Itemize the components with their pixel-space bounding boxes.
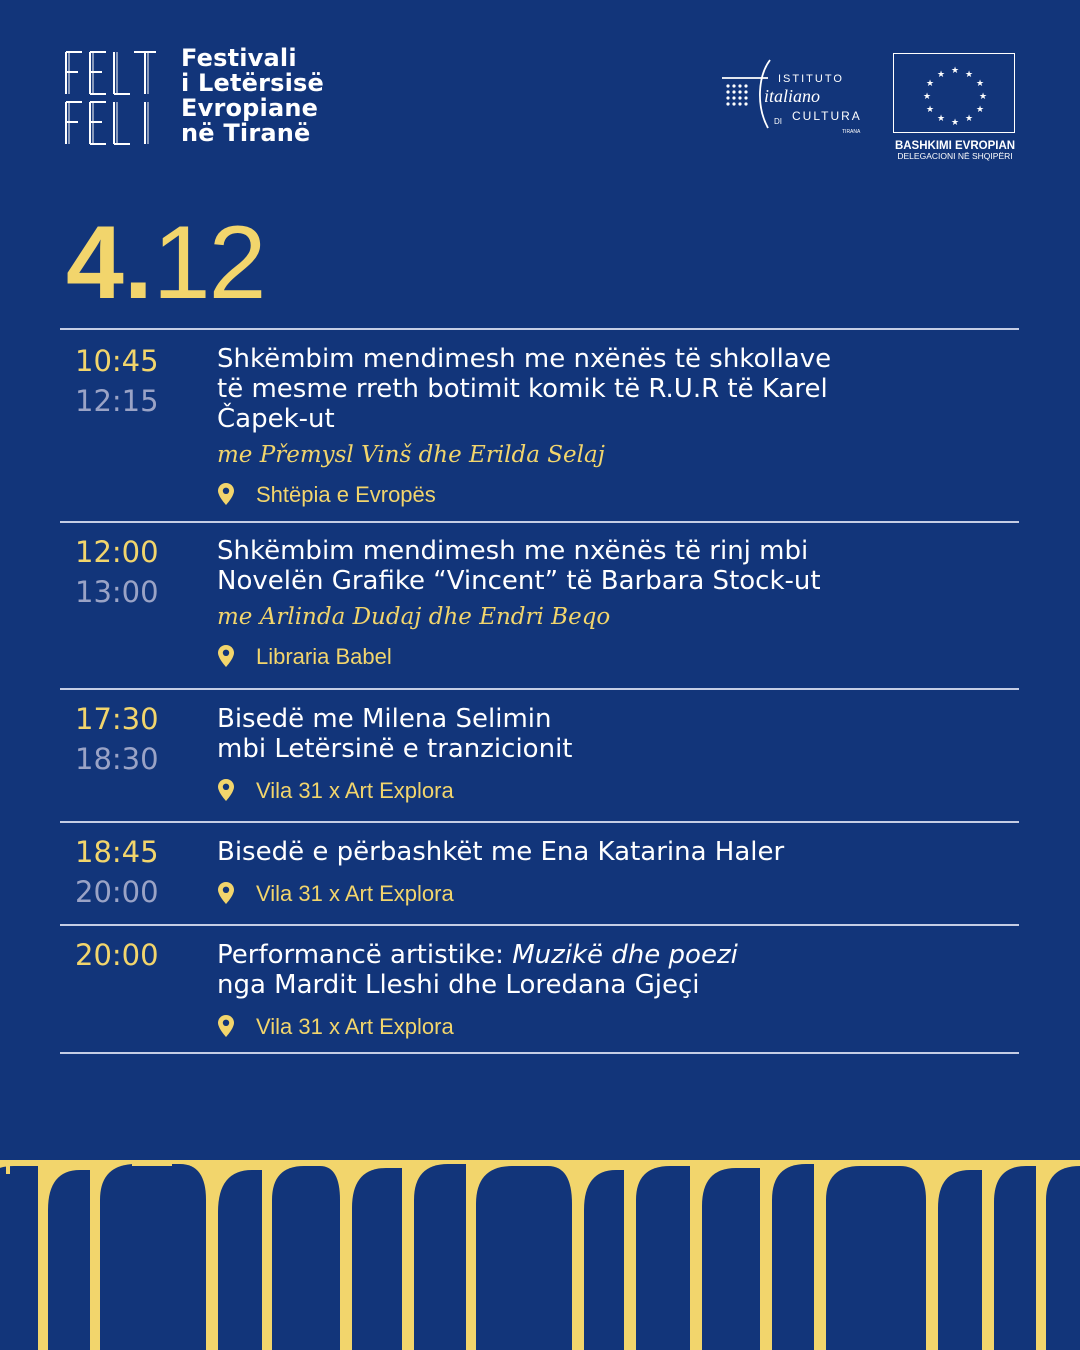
map-pin-icon xyxy=(217,881,235,905)
date-separator: . xyxy=(123,205,153,321)
map-pin-icon xyxy=(217,644,235,668)
event-location-label: Vila 31 x Art Explora xyxy=(256,778,454,803)
eu-stars-icon xyxy=(894,54,1016,134)
decorative-arch-pattern xyxy=(0,1160,1080,1350)
divider xyxy=(60,521,1019,523)
svg-text:CULTURA: CULTURA xyxy=(792,109,862,123)
eu-delegation-logo xyxy=(890,52,1020,162)
event-location-label: Vila 31 x Art Explora xyxy=(256,1014,454,1039)
event-title xyxy=(217,940,1007,1000)
svg-text:DI: DI xyxy=(774,117,782,126)
event-title-italic: Muzikë dhe poezi xyxy=(512,940,738,970)
event-title-line: Čapek-ut xyxy=(217,404,335,434)
event-location-label: Shtëpia e Evropës xyxy=(256,482,436,507)
svg-text:★: ★ xyxy=(922,92,932,102)
svg-text:★: ★ xyxy=(978,92,988,102)
svg-text:ISTITUTO: ISTITUTO xyxy=(778,73,844,85)
festival-name xyxy=(181,46,441,146)
event-title xyxy=(217,704,1007,764)
festival-name-line: Evropiane xyxy=(181,94,319,122)
divider xyxy=(60,1052,1019,1054)
svg-text:★: ★ xyxy=(950,118,960,128)
eu-label: BASHKIMI EVROPIAN xyxy=(894,140,1016,152)
event-speakers: me Arlinda Dudaj dhe Endri Beqo xyxy=(217,604,611,630)
svg-text:★: ★ xyxy=(936,70,946,80)
felt-logo xyxy=(62,48,158,148)
festival-name-line: Festivali xyxy=(181,44,297,72)
svg-text:★: ★ xyxy=(975,79,985,89)
map-pin-icon xyxy=(217,1014,235,1038)
event-title-line: të mesme rreth botimit komik të R.U.R të Karel xyxy=(217,374,828,404)
event-title-prefix: Performancë artistike: xyxy=(217,940,513,970)
svg-text:★: ★ xyxy=(925,79,935,89)
event-title xyxy=(217,837,1007,867)
divider xyxy=(60,924,1019,926)
event-date xyxy=(66,205,265,321)
event-title-line: Bisedë e përbashkët me Ena Katarina Haler xyxy=(217,837,785,867)
event-start-time: 20:00 xyxy=(75,938,159,972)
divider xyxy=(60,821,1019,823)
map-pin-icon xyxy=(217,778,235,802)
svg-text:★: ★ xyxy=(925,105,935,115)
event-speakers: me Přemysl Vinš dhe Erilda Selaj xyxy=(217,442,605,468)
eu-sublabel: DELEGACIONI NË SHQIPËRI xyxy=(897,151,1013,161)
event-location-label: Vila 31 x Art Explora xyxy=(256,881,454,906)
svg-text:★: ★ xyxy=(964,114,974,124)
event-location-label: Libraria Babel xyxy=(256,644,392,669)
event-start-time: 12:00 xyxy=(75,535,159,569)
event-start-time: 17:30 xyxy=(75,702,159,736)
event-title xyxy=(217,536,1007,596)
event-title-line: mbi Letërsinë e tranzicionit xyxy=(217,734,573,764)
divider xyxy=(60,328,1019,330)
svg-text:★: ★ xyxy=(936,114,946,124)
date-day: 4 xyxy=(66,205,124,321)
map-pin-icon xyxy=(217,482,235,506)
festival-name-line: në Tiranë xyxy=(181,119,311,147)
event-title-line: Shkëmbim mendimesh me nxënës të rinj mbi xyxy=(217,536,809,566)
event-end-time: 20:00 xyxy=(75,875,159,909)
event-title-line: nga Mardit Lleshi dhe Loredana Gjeçi xyxy=(217,970,700,1000)
istituto-italiano-logo xyxy=(720,56,870,138)
svg-text:★: ★ xyxy=(964,70,974,80)
eu-flag xyxy=(893,53,1015,133)
event-title-line: Bisedë me Milena Selimin xyxy=(217,704,552,734)
divider xyxy=(60,688,1019,690)
date-month: 12 xyxy=(152,205,265,321)
event-end-time: 12:15 xyxy=(75,384,159,418)
event-start-time: 18:45 xyxy=(75,835,159,869)
event-title xyxy=(217,344,1007,434)
event-end-time: 13:00 xyxy=(75,575,159,609)
event-title-line: Shkëmbim mendimesh me nxënës të shkollave xyxy=(217,344,832,374)
event-end-time: 18:30 xyxy=(75,742,159,776)
event-title-line: Novelën Grafike “Vincent” të Barbara Stock-ut xyxy=(217,566,821,596)
svg-text:italiano: italiano xyxy=(764,86,821,106)
svg-text:★: ★ xyxy=(950,66,960,76)
svg-text:TIRANA: TIRANA xyxy=(842,129,861,135)
svg-text:★: ★ xyxy=(975,105,985,115)
festival-name-line: i Letërsisë xyxy=(181,69,325,97)
event-start-time: 10:45 xyxy=(75,344,159,378)
